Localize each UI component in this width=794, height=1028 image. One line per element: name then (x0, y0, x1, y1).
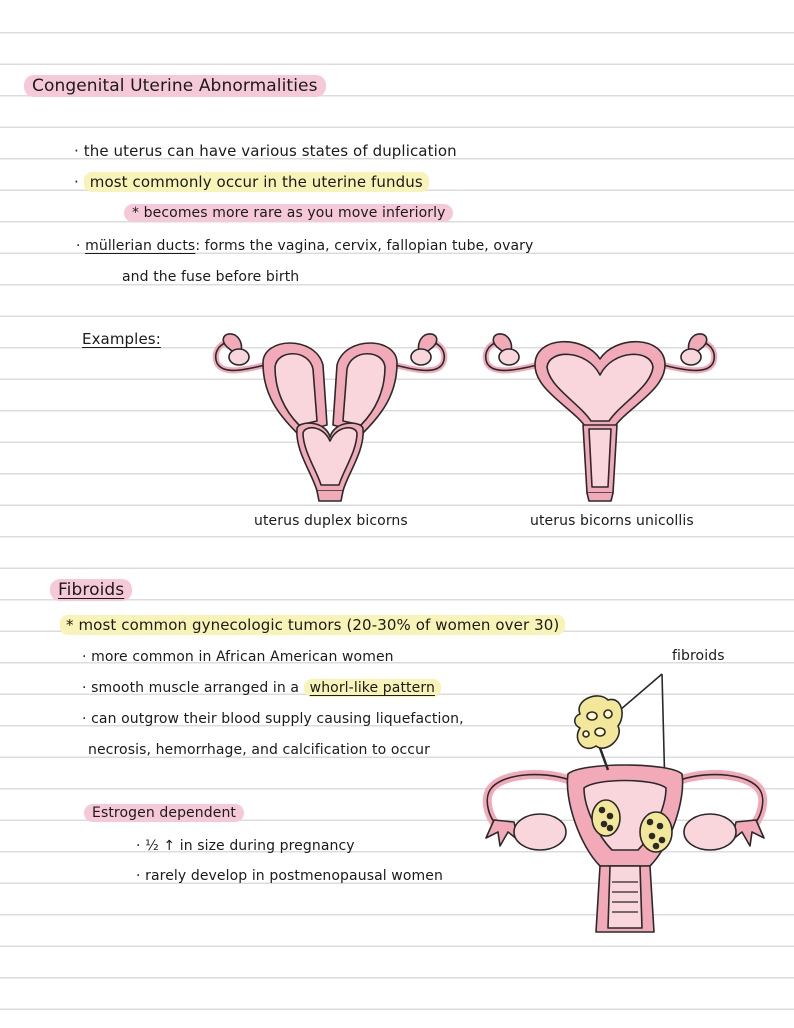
fibroids-lead: * most common gynecologic tumors (20-30% of women over 30) (60, 616, 565, 634)
caption-bicornis-unicollis: uterus bicorns unicollis (530, 513, 694, 529)
section-title-congenital: Congenital Uterine Abnormalities (24, 76, 326, 96)
uterus-bicornis-unicollis-diagram (475, 325, 725, 505)
bullet-blood-supply: · can outgrow their blood supply causing liquefaction, (82, 711, 464, 727)
estrogen-postmenopausal: · rarely develop in postmenopausal women (136, 868, 443, 884)
fibroid-uterus-diagram (480, 670, 770, 935)
estrogen-title: Estrogen dependent (84, 805, 244, 821)
bullet-necrosis: necrosis, hemorrhage, and calcification to occur (88, 742, 430, 758)
bullet-mullerian-cont: and the fuse before birth (122, 269, 300, 285)
caption-duplex-bicornis: uterus duplex bicorns (254, 513, 408, 529)
bullet-fundus: · most commonly occur in the uterine fundus (74, 173, 429, 191)
fibroids-diagram-label: fibroids (672, 648, 725, 664)
bullet-duplication: · the uterus can have various states of duplication (74, 142, 457, 160)
section-title-fibroids: Fibroids (50, 580, 132, 600)
examples-label: Examples: (82, 330, 161, 348)
note-rare-inferiorly: * becomes more rare as you move inferiorly (124, 205, 453, 221)
bullet-smooth-muscle: · smooth muscle arranged in a whorl-like pattern (82, 680, 441, 696)
bullet-african-american: · more common in African American women (82, 649, 394, 665)
bullet-mullerian: · müllerian ducts: forms the vagina, cervix, fallopian tube, ovary (76, 238, 534, 254)
estrogen-pregnancy: · ½ ↑ in size during pregnancy (136, 838, 355, 854)
uterus-duplex-bicornis-diagram (205, 325, 455, 505)
